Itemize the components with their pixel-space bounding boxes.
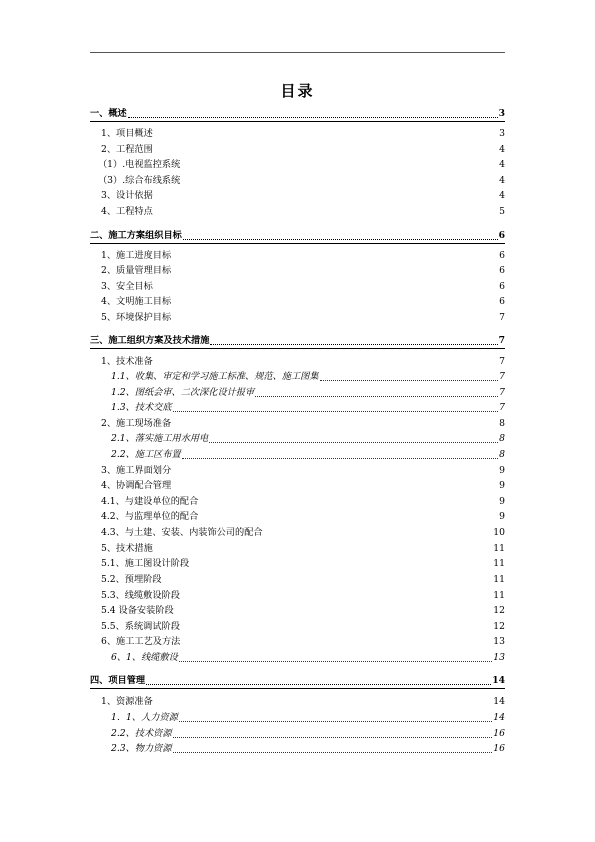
toc-entry[interactable] <box>90 142 505 156</box>
toc-entry-label: 5、环境保护目标 <box>101 312 172 323</box>
toc-entry-label: 4.2、与监理单位的配合 <box>101 511 199 522</box>
toc-section-entry[interactable] <box>90 106 505 120</box>
toc-entry-label: 4、工程特点 <box>101 206 153 217</box>
toc-entry-page: 8 <box>499 433 505 444</box>
toc-entry-label: 4、文明施工目标 <box>101 296 172 307</box>
page-title: 目录 <box>280 82 315 100</box>
toc-section-entry[interactable] <box>90 673 505 687</box>
section-underline <box>90 121 505 122</box>
toc-leader <box>173 752 493 753</box>
toc-entry-label: 6、施工工艺及方法 <box>101 636 181 647</box>
toc-entry-label: 3、设计依据 <box>101 190 153 201</box>
toc-entry-label: 5、技术措施 <box>101 543 153 554</box>
toc-entry-page: 12 <box>493 605 505 616</box>
toc-leader <box>173 737 493 738</box>
toc-entry-label: （3）.综合布线系统 <box>98 175 181 186</box>
toc-entry-page: 7 <box>499 356 505 367</box>
toc-entry-page: 8 <box>499 418 505 429</box>
section-underline <box>90 243 505 244</box>
toc-entry-page: 4 <box>499 190 505 201</box>
toc-entry-label: 6、1、线缆敷设 <box>111 652 178 663</box>
toc-entry-label: 1、项目概述 <box>101 128 153 139</box>
toc-entry-page: 7 <box>499 402 505 413</box>
toc-entry[interactable] <box>90 509 505 523</box>
toc-entry-label: 1.2、图纸会审、二次深化设计报审 <box>111 387 255 398</box>
toc-entry-label: 一、概述 <box>90 108 127 119</box>
toc-entry-page: 13 <box>493 636 505 647</box>
toc-entry-label: 1、技术准备 <box>101 356 153 367</box>
toc-entry-page: 7 <box>499 312 505 323</box>
toc-entry-label: 2.3、物力资源 <box>111 743 172 754</box>
toc-leader <box>255 396 498 397</box>
toc-entry[interactable] <box>90 525 505 539</box>
toc-entry-label: 1、施工进度目标 <box>101 250 172 261</box>
toc-entry-page: 11 <box>493 590 505 601</box>
toc-entry[interactable] <box>90 369 505 383</box>
toc-entry-page: 12 <box>493 621 505 632</box>
toc-entry[interactable] <box>90 279 505 293</box>
toc-entry-page: 13 <box>493 652 505 663</box>
toc-entry-label: 5.5、系统调试阶段 <box>101 621 180 632</box>
toc-entry[interactable] <box>90 188 505 202</box>
toc-entry-label: 2.2、技术资源 <box>111 728 172 739</box>
toc-entry-page: 16 <box>493 728 505 739</box>
toc-entry-page: 9 <box>499 511 505 522</box>
toc-entry-label: 3、施工界面划分 <box>101 465 172 476</box>
toc-entry[interactable] <box>90 204 505 218</box>
toc-entry[interactable] <box>90 494 505 508</box>
toc-entry-label: 1.1、收集、审定和学习施工标准、规范、施工图集 <box>111 371 319 382</box>
toc-entry[interactable] <box>90 447 505 461</box>
toc-leader <box>179 661 492 662</box>
toc-entry[interactable] <box>90 694 505 708</box>
toc-entry[interactable] <box>90 741 505 755</box>
toc-entry-page: 9 <box>499 480 505 491</box>
toc-entry-page: 6 <box>499 265 505 276</box>
toc-entry-page: 6 <box>499 281 505 292</box>
toc-entry-label: 2.2、施工区布置 <box>111 449 181 460</box>
toc-entry[interactable] <box>90 603 505 617</box>
toc-entry-label: 2.1、落实施工用水用电 <box>111 433 209 444</box>
toc-entry-page: 10 <box>493 527 505 538</box>
toc-leader <box>183 239 498 240</box>
toc-leader <box>320 380 499 381</box>
toc-leader <box>209 442 498 443</box>
toc-entry-page: 11 <box>493 574 505 585</box>
toc-entry-label: 1．1、人力资源 <box>111 712 178 723</box>
toc-entry[interactable] <box>90 354 505 368</box>
toc-entry-label: 4.3、与土建、安装、内装饰公司的配合 <box>101 527 263 538</box>
toc-entry-page: 7 <box>499 371 505 382</box>
toc-entry-page: 9 <box>499 496 505 507</box>
toc-entry-page: 7 <box>498 335 505 346</box>
toc-leader <box>179 721 492 722</box>
toc-entry-page: 5 <box>499 206 505 217</box>
toc-entry[interactable] <box>90 710 505 724</box>
toc-entry[interactable] <box>90 588 505 602</box>
toc-entry[interactable] <box>90 556 505 570</box>
toc-entry-page: 3 <box>499 128 505 139</box>
toc-entry-page: 3 <box>498 108 505 119</box>
toc-entry[interactable] <box>90 400 505 414</box>
toc-section-entry[interactable] <box>90 333 505 347</box>
toc-entry-page: 14 <box>492 675 505 686</box>
toc-leader <box>210 344 497 345</box>
toc-entry-page: 6 <box>499 250 505 261</box>
toc-entry[interactable] <box>90 572 505 586</box>
toc-entry[interactable] <box>90 263 505 277</box>
toc-entry-label: 1.3、技术交底 <box>111 402 172 413</box>
toc-entry-page: 6 <box>499 296 505 307</box>
toc-entry[interactable] <box>90 619 505 633</box>
header-rule <box>90 52 505 53</box>
section-underline <box>90 348 505 349</box>
toc-entry[interactable] <box>90 173 505 187</box>
toc-entry-page: 11 <box>493 543 505 554</box>
toc-entry-label: 5.1、施工图设计阶段 <box>101 558 190 569</box>
toc-entry-label: 4、协调配合管理 <box>101 480 172 491</box>
toc-leader <box>146 684 491 685</box>
toc-entry-label: 5.2、预埋阶段 <box>101 574 162 585</box>
toc-entry-page: 4 <box>499 159 505 170</box>
toc-entry-label: 2、质量管理目标 <box>101 265 172 276</box>
toc-entry[interactable] <box>90 416 505 430</box>
toc-entry-label: 二、施工方案组织目标 <box>90 230 182 241</box>
toc-entry-label: 四、项目管理 <box>90 675 146 686</box>
toc-entry-page: 16 <box>493 743 505 754</box>
toc-entry[interactable] <box>90 463 505 477</box>
toc-entry-label: 5.3、线缆敷设阶段 <box>101 590 180 601</box>
toc-entry[interactable] <box>90 726 505 740</box>
toc-entry-label: 2、工程范围 <box>101 144 153 155</box>
toc-entry-label: 2、施工现场准备 <box>101 418 172 429</box>
section-underline <box>90 688 505 689</box>
toc-entry[interactable] <box>90 157 505 171</box>
toc-entry[interactable] <box>90 310 505 324</box>
toc-entry-page: 9 <box>499 465 505 476</box>
toc-entry-page: 11 <box>493 558 505 569</box>
toc-entry-label: 1、资源准备 <box>101 696 153 707</box>
toc-entry-label: 3、安全目标 <box>101 281 153 292</box>
toc-entry[interactable] <box>90 294 505 308</box>
toc-entry-label: 4.1、与建设单位的配合 <box>101 496 199 507</box>
toc-entry[interactable] <box>90 650 505 664</box>
toc-entry-label: 5.4 设备安装阶段 <box>101 605 174 616</box>
toc-entry-page: 4 <box>499 175 505 186</box>
toc-entry-page: 7 <box>499 387 505 398</box>
toc-entry[interactable] <box>90 385 505 399</box>
toc-entry[interactable] <box>90 248 505 262</box>
toc-entry-page: 8 <box>499 449 505 460</box>
toc-entry-label: （1）.电视监控系统 <box>98 159 181 170</box>
toc-entry[interactable] <box>90 634 505 648</box>
toc-entry-page: 14 <box>493 712 505 723</box>
toc-entry-page: 4 <box>499 144 505 155</box>
toc-entry[interactable] <box>90 126 505 140</box>
toc-section-entry[interactable] <box>90 228 505 242</box>
toc-leader <box>182 458 498 459</box>
toc-entry-page: 6 <box>498 230 505 241</box>
toc-entry[interactable] <box>90 541 505 555</box>
toc-leader <box>128 117 498 118</box>
toc-entry-page: 14 <box>493 696 505 707</box>
toc-leader <box>173 411 499 412</box>
toc-entry[interactable] <box>90 431 505 445</box>
toc-entry-label: 三、施工组织方案及技术措施 <box>90 335 210 346</box>
toc-entry[interactable] <box>90 478 505 492</box>
